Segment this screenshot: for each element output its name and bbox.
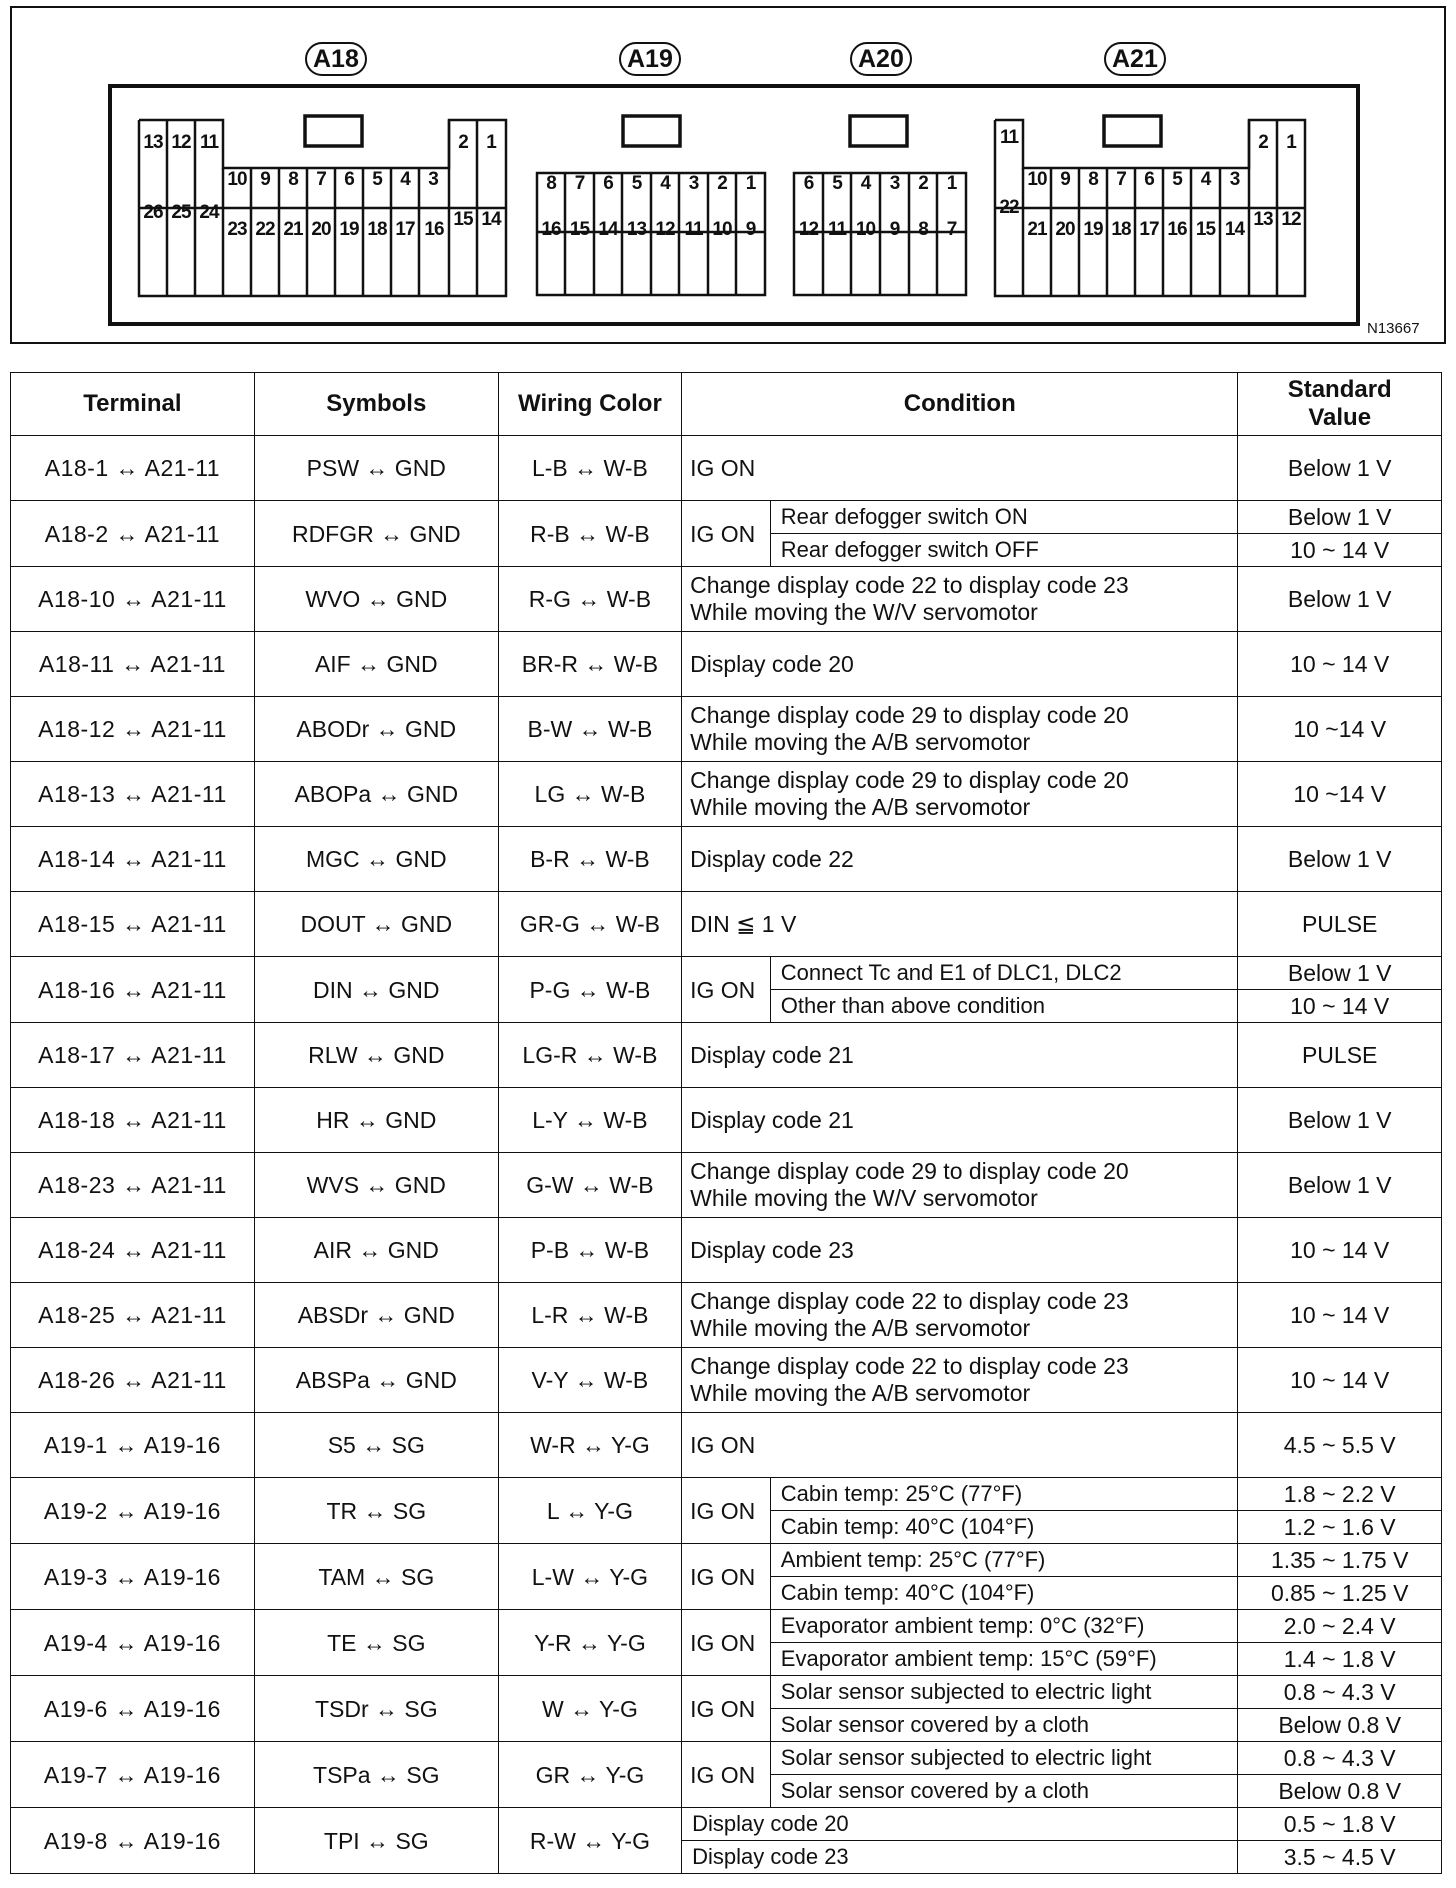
- standard-value-cell: Below 1 V: [1238, 1153, 1442, 1218]
- condition-group-cell: IG ON: [682, 1676, 771, 1742]
- pin-a19-4: 4: [660, 173, 670, 194]
- symbols-cell: ABODr ↔ GND: [254, 697, 498, 762]
- pin-a21-11: 11: [999, 127, 1019, 148]
- wiring-color-cell: GR-G ↔ W-B: [498, 892, 681, 957]
- sub-condition-cell: Cabin temp: 40°C (104°F): [770, 1577, 1238, 1610]
- connector-diagram: [10, 6, 1446, 344]
- pin-a20-2: 2: [918, 173, 928, 194]
- standard-value-cell: PULSE: [1238, 1023, 1442, 1088]
- table-body: [11, 436, 1442, 1874]
- pin-a19-12: 12: [655, 219, 675, 240]
- condition-line-2: While moving the W/V servomotor: [690, 1185, 1038, 1211]
- standard-value-cell: Below 1 V: [1238, 957, 1442, 990]
- pin-a20-11: 11: [827, 219, 847, 240]
- pin-a19-11: 11: [684, 219, 703, 240]
- terminal-cell: A19-8 ↔ A19-16: [11, 1808, 255, 1874]
- standard-value-cell: 10 ~ 14 V: [1238, 534, 1442, 567]
- header-terminal: Terminal: [11, 373, 255, 436]
- pin-a21-4: 4: [1200, 169, 1211, 190]
- header-standard-line1: Standard: [1287, 376, 1392, 403]
- pin-a20-8: 8: [918, 219, 928, 240]
- symbols-cell: TAM ↔ SG: [254, 1544, 498, 1610]
- pin-a21-19: 19: [1083, 219, 1103, 240]
- symbols-cell: TR ↔ SG: [254, 1478, 498, 1544]
- table-row: [11, 436, 1442, 501]
- symbols-cell: TE ↔ SG: [254, 1610, 498, 1676]
- table-row: [11, 632, 1442, 697]
- symbols-cell: WVO ↔ GND: [254, 567, 498, 632]
- pin-a20-9: 9: [889, 219, 900, 240]
- standard-value-cell: 3.5 ~ 4.5 V: [1238, 1841, 1442, 1874]
- sub-condition-cell: Other than above condition: [770, 990, 1238, 1023]
- pin-a19-6: 6: [603, 173, 613, 194]
- symbols-cell: AIR ↔ GND: [254, 1218, 498, 1283]
- connector-label-a21: A21: [1104, 42, 1166, 76]
- pin-a21-8: 8: [1088, 169, 1098, 190]
- table-row: [11, 1283, 1442, 1348]
- condition-cell: IG ON: [682, 436, 1238, 501]
- table-row: [11, 501, 1442, 534]
- sub-condition-cell: Connect Tc and E1 of DLC1, DLC2: [770, 957, 1238, 990]
- pin-a21-9: 9: [1060, 169, 1070, 190]
- symbols-cell: RLW ↔ GND: [254, 1023, 498, 1088]
- wiring-color-cell: L-Y ↔ W-B: [498, 1088, 681, 1153]
- terminal-cell: A18-15 ↔ A21-11: [11, 892, 255, 957]
- standard-value-cell: Below 1 V: [1238, 436, 1442, 501]
- header-condition: Condition: [682, 373, 1238, 436]
- header-wiring-color: Wiring Color: [498, 373, 681, 436]
- pin-a19-15: 15: [569, 219, 590, 240]
- sub-condition-cell: Display code 23: [682, 1841, 1238, 1874]
- standard-value-cell: 0.8 ~ 4.3 V: [1238, 1742, 1442, 1775]
- pin-a18-15: 15: [453, 209, 473, 230]
- symbols-cell: ABOPa ↔ GND: [254, 762, 498, 827]
- symbols-cell: TPI ↔ SG: [254, 1808, 498, 1874]
- symbols-cell: DOUT ↔ GND: [254, 892, 498, 957]
- standard-value-cell: 10 ~ 14 V: [1238, 1283, 1442, 1348]
- pin-a21-18: 18: [1111, 219, 1131, 240]
- pin-a18-12: 12: [171, 132, 191, 153]
- header-standard-line2: Value: [1308, 404, 1372, 431]
- pin-a20-6: 6: [803, 173, 814, 194]
- pin-a18-25: 25: [171, 202, 191, 223]
- pin-a18-6: 6: [344, 169, 354, 190]
- terminal-cell: A19-1 ↔ A19-16: [11, 1413, 255, 1478]
- wiring-color-cell: Y-R ↔ Y-G: [498, 1610, 681, 1676]
- table-row: [11, 697, 1442, 762]
- standard-value-cell: 10 ~ 14 V: [1238, 990, 1442, 1023]
- standard-value-cell: 1.8 ~ 2.2 V: [1238, 1478, 1442, 1511]
- connector-label-a18: A18: [305, 42, 367, 76]
- standard-value-cell: 10 ~ 14 V: [1238, 632, 1442, 697]
- standard-value-cell: Below 1 V: [1238, 827, 1442, 892]
- table-row: [11, 1348, 1442, 1413]
- table-row: [11, 1023, 1442, 1088]
- condition-cell: Display code 21: [682, 1088, 1238, 1153]
- sub-condition-cell: Cabin temp: 25°C (77°F): [770, 1478, 1238, 1511]
- terminal-cell: A18-18 ↔ A21-11: [11, 1088, 255, 1153]
- pin-a18-24: 24: [199, 202, 219, 223]
- terminal-cell: A18-2 ↔ A21-11: [11, 501, 255, 567]
- wiring-color-cell: P-G ↔ W-B: [498, 957, 681, 1023]
- table-row: [11, 957, 1442, 990]
- sub-condition-cell: Evaporator ambient temp: 15°C (59°F): [770, 1643, 1238, 1676]
- standard-value-cell: 1.2 ~ 1.6 V: [1238, 1511, 1442, 1544]
- condition-cell: [682, 697, 1238, 762]
- table-row: [11, 1478, 1442, 1511]
- symbols-cell: AIF ↔ GND: [254, 632, 498, 697]
- pin-a19-9: 9: [745, 219, 756, 240]
- condition-group-cell: IG ON: [682, 1610, 771, 1676]
- standard-value-cell: Below 0.8 V: [1238, 1775, 1442, 1808]
- sub-condition-cell: Cabin temp: 40°C (104°F): [770, 1511, 1238, 1544]
- pin-a19-2: 2: [717, 173, 727, 194]
- connector-label-a20: A20: [850, 42, 912, 76]
- terminal-cell: A18-12 ↔ A21-11: [11, 697, 255, 762]
- pin-a18-8: 8: [288, 169, 298, 190]
- terminal-cell: A18-26 ↔ A21-11: [11, 1348, 255, 1413]
- pin-a18-4: 4: [400, 169, 410, 190]
- condition-cell: Display code 21: [682, 1023, 1238, 1088]
- table-row: [11, 567, 1442, 632]
- condition-cell: [682, 762, 1238, 827]
- pin-a19-3: 3: [688, 173, 699, 194]
- pin-a21-12: 12: [1281, 209, 1301, 230]
- terminal-cell: A18-23 ↔ A21-11: [11, 1153, 255, 1218]
- pin-a18-3: 3: [428, 169, 438, 190]
- standard-value-cell: 4.5 ~ 5.5 V: [1238, 1413, 1442, 1478]
- pin-a20-4: 4: [860, 173, 871, 194]
- table-row: [11, 892, 1442, 957]
- pin-a21-10: 10: [1027, 169, 1047, 190]
- pin-a21-14: 14: [1224, 219, 1245, 240]
- terminal-cell: A18-16 ↔ A21-11: [11, 957, 255, 1023]
- standard-value-cell: Below 0.8 V: [1238, 1709, 1442, 1742]
- pin-a18-17: 17: [395, 219, 415, 240]
- pin-a18-14: 14: [481, 209, 501, 230]
- symbols-cell: TSPa ↔ SG: [254, 1742, 498, 1808]
- wiring-color-cell: G-W ↔ W-B: [498, 1153, 681, 1218]
- condition-cell: [682, 567, 1238, 632]
- wiring-color-cell: LG-R ↔ W-B: [498, 1023, 681, 1088]
- pin-a21-15: 15: [1195, 219, 1216, 240]
- standard-value-cell: 1.4 ~ 1.8 V: [1238, 1643, 1442, 1676]
- pin-a20-12: 12: [798, 219, 819, 240]
- terminal-cell: A18-11 ↔ A21-11: [11, 632, 255, 697]
- pin-a20-10: 10: [855, 219, 876, 240]
- pin-a18-5: 5: [372, 169, 382, 190]
- pin-a20-3: 3: [889, 173, 900, 194]
- symbols-cell: PSW ↔ GND: [254, 436, 498, 501]
- standard-value-cell: 2.0 ~ 2.4 V: [1238, 1610, 1442, 1643]
- pin-a21-17: 17: [1139, 219, 1159, 240]
- pin-a18-20: 20: [311, 219, 331, 240]
- condition-cell: DIN ≦ 1 V: [682, 892, 1238, 957]
- table-row: [11, 827, 1442, 892]
- condition-cell: Display code 22: [682, 827, 1238, 892]
- pin-a20-1: 1: [946, 173, 957, 194]
- condition-group-cell: IG ON: [682, 957, 771, 1023]
- terminal-cell: A19-2 ↔ A19-16: [11, 1478, 255, 1544]
- condition-line-2: While moving the A/B servomotor: [690, 729, 1031, 755]
- standard-value-cell: 10 ~14 V: [1238, 762, 1442, 827]
- pin-a18-1: 1: [486, 132, 496, 153]
- pin-a21-16: 16: [1167, 219, 1187, 240]
- condition-cell: IG ON: [682, 1413, 1238, 1478]
- wiring-color-cell: R-W ↔ Y-G: [498, 1808, 681, 1874]
- table-row: [11, 1808, 1442, 1841]
- table-row: [11, 1610, 1442, 1643]
- symbols-cell: HR ↔ GND: [254, 1088, 498, 1153]
- wiring-color-cell: BR-R ↔ W-B: [498, 632, 681, 697]
- condition-cell: [682, 1348, 1238, 1413]
- pin-a19-1: 1: [745, 173, 756, 194]
- table-row: [11, 1544, 1442, 1577]
- header-standard-value: [1238, 373, 1442, 436]
- wiring-color-cell: GR ↔ Y-G: [498, 1742, 681, 1808]
- pin-a18-10: 10: [227, 169, 247, 190]
- table-row: [11, 1676, 1442, 1709]
- condition-line-1: Change display code 22 to display code 23: [690, 1288, 1129, 1314]
- condition-cell: Display code 23: [682, 1218, 1238, 1283]
- pin-a19-7: 7: [574, 173, 585, 194]
- symbols-cell: WVS ↔ GND: [254, 1153, 498, 1218]
- symbols-cell: TSDr ↔ SG: [254, 1676, 498, 1742]
- terminal-cell: A18-24 ↔ A21-11: [11, 1218, 255, 1283]
- condition-line-1: Change display code 22 to display code 23: [690, 572, 1129, 598]
- pin-a18-7: 7: [316, 169, 326, 190]
- sub-condition-cell: Solar sensor subjected to electric light: [770, 1742, 1238, 1775]
- standard-value-cell: 0.5 ~ 1.8 V: [1238, 1808, 1442, 1841]
- wiring-color-cell: LG ↔ W-B: [498, 762, 681, 827]
- symbols-cell: ABSPa ↔ GND: [254, 1348, 498, 1413]
- sub-condition-cell: Solar sensor covered by a cloth: [770, 1709, 1238, 1742]
- wiring-color-cell: R-G ↔ W-B: [498, 567, 681, 632]
- pin-a21-22: 22: [999, 197, 1019, 218]
- condition-line-2: While moving the W/V servomotor: [690, 599, 1038, 625]
- terminal-cell: A19-6 ↔ A19-16: [11, 1676, 255, 1742]
- wiring-color-cell: V-Y ↔ W-B: [498, 1348, 681, 1413]
- wiring-color-cell: W ↔ Y-G: [498, 1676, 681, 1742]
- sub-condition-cell: Rear defogger switch ON: [770, 501, 1238, 534]
- standard-value-cell: 10 ~14 V: [1238, 697, 1442, 762]
- pin-a21-5: 5: [1172, 169, 1182, 190]
- condition-line-2: While moving the A/B servomotor: [690, 794, 1031, 820]
- terminal-cell: A19-4 ↔ A19-16: [11, 1610, 255, 1676]
- standard-value-cell: 0.85 ~ 1.25 V: [1238, 1577, 1442, 1610]
- wiring-color-cell: L-B ↔ W-B: [498, 436, 681, 501]
- pin-a20-5: 5: [832, 173, 842, 194]
- symbols-cell: RDFGR ↔ GND: [254, 501, 498, 567]
- condition-group-cell: IG ON: [682, 1742, 771, 1808]
- connector-label-a19: A19: [619, 42, 681, 76]
- condition-line-2: While moving the A/B servomotor: [690, 1315, 1031, 1341]
- condition-line-1: Change display code 29 to display code 20: [690, 1158, 1129, 1184]
- condition-group-cell: IG ON: [682, 1544, 771, 1610]
- pin-a18-2: 2: [458, 132, 468, 153]
- pin-a18-21: 21: [283, 219, 303, 240]
- pin-a18-22: 22: [255, 219, 275, 240]
- condition-line-1: Change display code 29 to display code 20: [690, 767, 1129, 793]
- condition-group-cell: IG ON: [682, 1478, 771, 1544]
- table-row: [11, 1153, 1442, 1218]
- table-row: [11, 762, 1442, 827]
- sub-condition-cell: Rear defogger switch OFF: [770, 534, 1238, 567]
- pin-a18-13: 13: [143, 132, 163, 153]
- standard-value-cell: 10 ~ 14 V: [1238, 1218, 1442, 1283]
- sub-condition-cell: Ambient temp: 25°C (77°F): [770, 1544, 1238, 1577]
- pin-a21-6: 6: [1144, 169, 1154, 190]
- terminal-cell: A18-10 ↔ A21-11: [11, 567, 255, 632]
- pin-a19-13: 13: [626, 219, 647, 240]
- table-row: [11, 1742, 1442, 1775]
- condition-line-2: While moving the A/B servomotor: [690, 1380, 1031, 1406]
- standard-value-cell: 1.35 ~ 1.75 V: [1238, 1544, 1442, 1577]
- table-row: [11, 1413, 1442, 1478]
- pin-a21-1: 1: [1286, 132, 1296, 153]
- pin-a19-14: 14: [598, 219, 618, 240]
- pin-a21-20: 20: [1055, 219, 1075, 240]
- pin-a21-7: 7: [1116, 169, 1126, 190]
- pin-a18-26: 26: [143, 202, 163, 223]
- pin-a21-21: 21: [1027, 219, 1047, 240]
- pin-a21-13: 13: [1253, 209, 1273, 230]
- figure-code: N13667: [1367, 320, 1420, 337]
- wiring-color-cell: R-B ↔ W-B: [498, 501, 681, 567]
- pin-a19-5: 5: [631, 173, 642, 194]
- wiring-color-cell: L-R ↔ W-B: [498, 1283, 681, 1348]
- standard-value-cell: Below 1 V: [1238, 501, 1442, 534]
- standard-value-cell: Below 1 V: [1238, 567, 1442, 632]
- pin-a18-11: 11: [199, 132, 219, 153]
- sub-condition-cell: Solar sensor subjected to electric light: [770, 1676, 1238, 1709]
- symbols-cell: DIN ↔ GND: [254, 957, 498, 1023]
- terminal-cell: A18-13 ↔ A21-11: [11, 762, 255, 827]
- terminal-cell: A19-7 ↔ A19-16: [11, 1742, 255, 1808]
- wiring-color-cell: L ↔ Y-G: [498, 1478, 681, 1544]
- condition-cell: Display code 20: [682, 632, 1238, 697]
- condition-group-cell: IG ON: [682, 501, 771, 567]
- pin-a21-3: 3: [1229, 169, 1240, 190]
- standard-value-cell: PULSE: [1238, 892, 1442, 957]
- sub-condition-cell: Solar sensor covered by a cloth: [770, 1775, 1238, 1808]
- table-header-row: [11, 373, 1442, 436]
- terminal-cell: A18-1 ↔ A21-11: [11, 436, 255, 501]
- table-row: [11, 1218, 1442, 1283]
- condition-cell: [682, 1153, 1238, 1218]
- table-row: [11, 1088, 1442, 1153]
- sub-condition-cell: Evaporator ambient temp: 0°C (32°F): [770, 1610, 1238, 1643]
- terminal-cell: A18-14 ↔ A21-11: [11, 827, 255, 892]
- pin-a18-18: 18: [367, 219, 387, 240]
- wiring-color-cell: P-B ↔ W-B: [498, 1218, 681, 1283]
- standard-value-cell: Below 1 V: [1238, 1088, 1442, 1153]
- pin-a19-16: 16: [541, 219, 561, 240]
- condition-cell: [682, 1283, 1238, 1348]
- pin-a19-8: 8: [546, 173, 556, 194]
- terminal-cell: A19-3 ↔ A19-16: [11, 1544, 255, 1610]
- standard-value-cell: 0.8 ~ 4.3 V: [1238, 1676, 1442, 1709]
- wiring-color-cell: W-R ↔ Y-G: [498, 1413, 681, 1478]
- header-symbols: Symbols: [254, 373, 498, 436]
- pin-a18-19: 19: [339, 219, 359, 240]
- pin-a20-7: 7: [946, 219, 957, 240]
- symbols-cell: ABSDr ↔ GND: [254, 1283, 498, 1348]
- wiring-color-cell: B-R ↔ W-B: [498, 827, 681, 892]
- pin-a18-23: 23: [227, 219, 247, 240]
- standard-value-cell: 10 ~ 14 V: [1238, 1348, 1442, 1413]
- condition-line-1: Change display code 22 to display code 23: [690, 1353, 1129, 1379]
- symbols-cell: MGC ↔ GND: [254, 827, 498, 892]
- condition-line-1: Change display code 29 to display code 20: [690, 702, 1129, 728]
- terminal-cell: A18-17 ↔ A21-11: [11, 1023, 255, 1088]
- terminal-cell: A18-25 ↔ A21-11: [11, 1283, 255, 1348]
- symbols-cell: S5 ↔ SG: [254, 1413, 498, 1478]
- wiring-color-cell: L-W ↔ Y-G: [498, 1544, 681, 1610]
- terminal-inspection-table: [10, 372, 1442, 1874]
- pin-a19-10: 10: [712, 219, 732, 240]
- wiring-color-cell: B-W ↔ W-B: [498, 697, 681, 762]
- pin-a18-16: 16: [424, 219, 444, 240]
- pin-a18-9: 9: [260, 169, 270, 190]
- pin-a21-2: 2: [1258, 132, 1268, 153]
- sub-condition-cell: Display code 20: [682, 1808, 1238, 1841]
